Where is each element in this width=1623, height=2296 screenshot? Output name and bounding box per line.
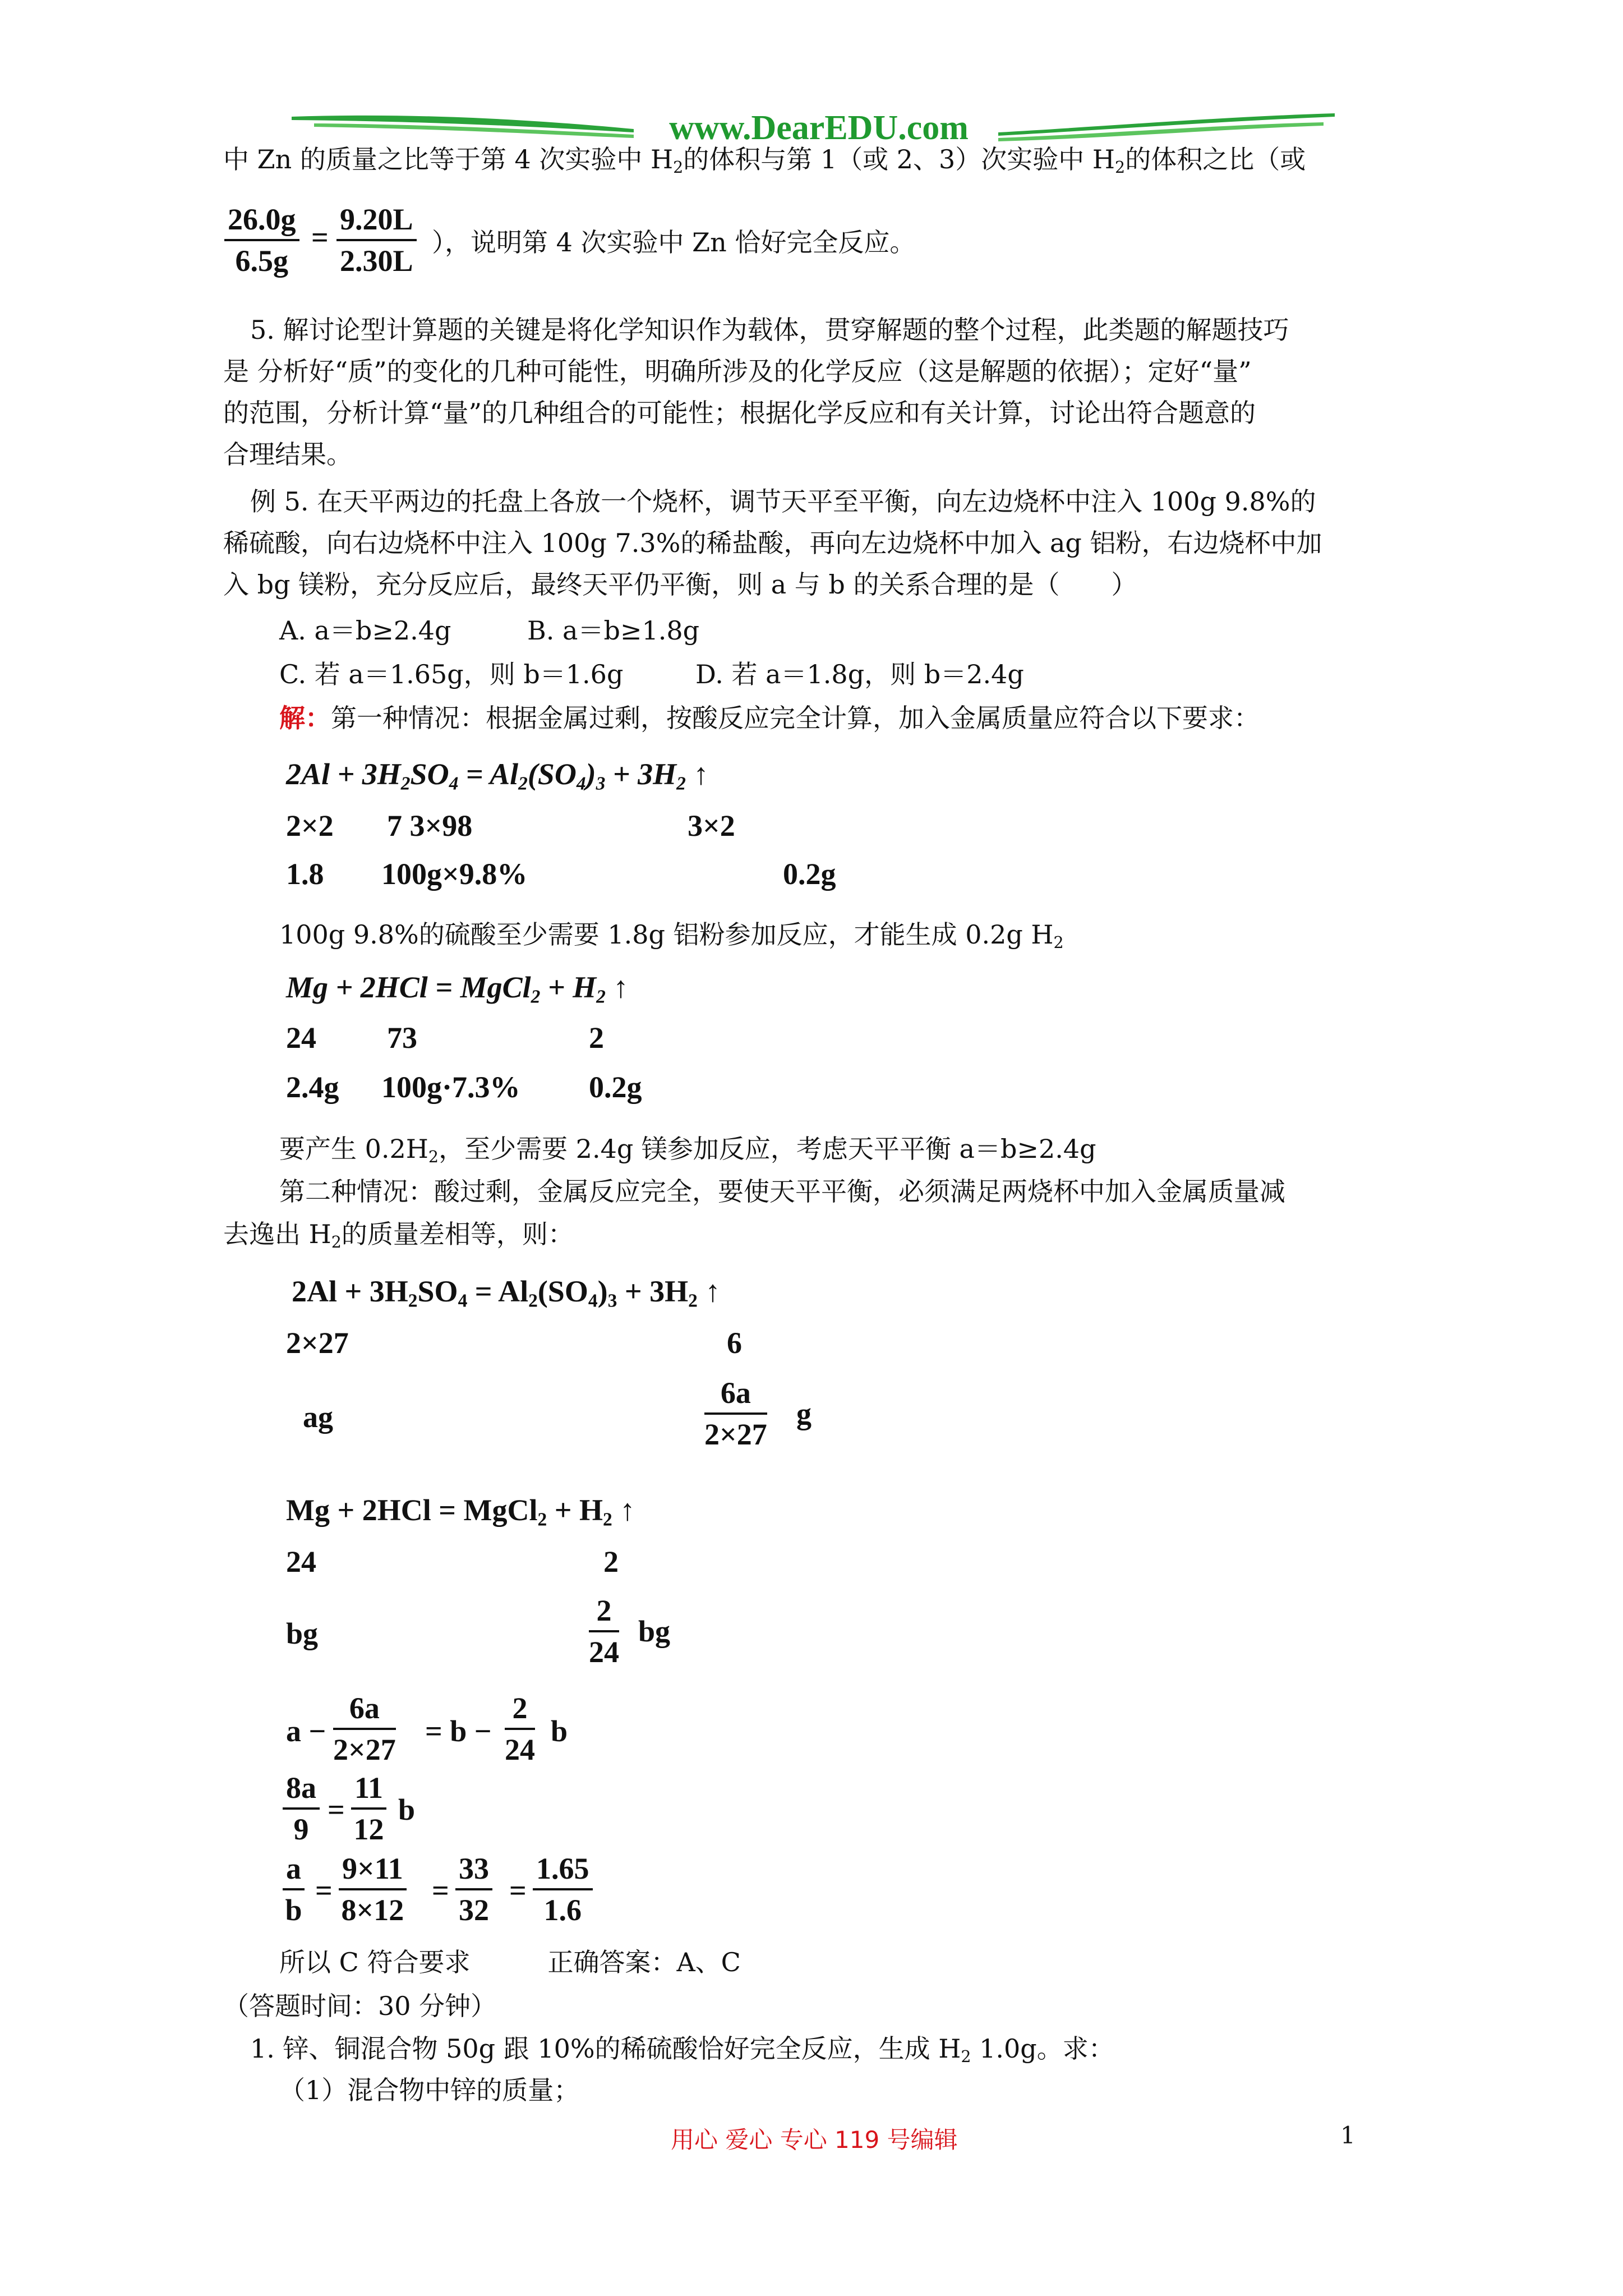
calc2-end: b — [398, 1793, 416, 1826]
eq2-row1-c: 2 — [589, 1021, 604, 1055]
intro-line-2: ），说明第 4 次实验中 Zn 恰好完全反应。 — [432, 227, 916, 257]
eq4-fraction-unit: bg — [638, 1614, 671, 1648]
eq1-row2-a: 1.8 — [286, 857, 324, 891]
calc1-end: b — [551, 1714, 568, 1748]
eq3-fraction: $\frac{6a}{2\times 27}$ — [704, 1376, 767, 1451]
calc1-fraction-1: $\frac{6a}{2\times 27}$ — [333, 1691, 396, 1766]
example5-line-3: 入 bg 镁粉，充分反应后，最终天平仍平衡，则 a 与 b 的关系合理的是（ ） — [223, 569, 1137, 600]
footer-slogan: 用心 爱心 专心 119 号编辑 — [671, 2126, 958, 2154]
eq4-row2-a: bg — [286, 1617, 319, 1650]
calc3-fraction-2: $\frac{9\times 11}{8\times 12}$ — [339, 1851, 407, 1927]
page-number: 1 — [1340, 2122, 1355, 2149]
equation-mg-hcl-2: Mg + 2HCl = MgCl$_2$ + $H_2$ ↑ — [286, 1493, 635, 1530]
exercise-question-1: 1. 锌、铜混合物 50g 跟 10%的稀硫酸恰好完全反应，生成 $H_2$ 1.0g。求： — [250, 2033, 1114, 2066]
eq1-row1-c: 3×2 — [688, 809, 735, 843]
conclusion: 所以 C 符合要求 正确答案：A、C — [279, 1947, 741, 1977]
eq1-row1-a: 2×2 — [286, 809, 334, 843]
option-c: C. 若 a＝1.65g，则 b＝1.6g — [279, 659, 624, 689]
eq4-row1-a: 24 — [286, 1545, 316, 1579]
calc1-mid: = b − — [425, 1714, 492, 1748]
eq4-fraction: $\frac{2}{24}$ — [589, 1594, 619, 1669]
calc3-fraction-3: $\frac{33}{32}$ — [455, 1851, 492, 1927]
calc3-equals-3: = — [509, 1874, 527, 1907]
exercise-question-1-part-1: （1）混合物中锌的质量； — [279, 2075, 580, 2105]
calc3-fraction-4: $\frac{1.65}{1.6}$ — [533, 1851, 593, 1927]
point5-line-4: 合理结果。 — [223, 439, 352, 470]
eq2-row2-b: 100g·7.3% — [381, 1070, 520, 1104]
eq2-row1-a: 24 — [286, 1021, 316, 1055]
equation-mg-hcl-1: Mg + 2HCl = MgCl$_2$ + $H_2$ ↑ — [286, 970, 629, 1007]
calc1-fraction-2: $\frac{2}{24}$ — [505, 1691, 535, 1766]
calc2-fraction-2: $\frac{11}{12}$ — [351, 1770, 386, 1847]
equation-al-h2so4-1: $2Al + 3H_2SO_4 = Al_2(SO_4)_3 + 3H_2$ ↑ — [286, 757, 709, 794]
fraction-volume: $\frac{9.20L}{2.30L}$ — [336, 202, 417, 278]
solution-line-case1: 解：第一种情况：根据金属过剩，按酸反应完全计算，加入金属质量应符合以下要求： — [279, 703, 1260, 733]
calc2-equals: = — [328, 1793, 345, 1826]
case2-line-1: 第二种情况：酸过剩，金属反应完全，要使天平平衡，必须满足两烧杯中加入金属质量减 — [279, 1176, 1285, 1207]
equals-sign: = — [311, 220, 329, 254]
case2-line-2: 去逸出 $H_2$的质量差相等，则： — [223, 1219, 574, 1251]
note-magnesium: 要产生 $0.2H_2$，至少需要 2.4g 镁参加反应，考虑天平平衡 a＝b≥2.4g — [279, 1134, 1096, 1166]
option-d: D. 若 a＝1.8g，则 b＝2.4g — [695, 659, 1024, 689]
eq3-row1-b: 6 — [727, 1326, 742, 1360]
point5-line-3: 的范围，分析计算“量”的几种组合的可能性；根据化学反应和有关计算，讨论出符合题意的 — [223, 398, 1256, 428]
option-a: A. a＝b≥2.4g — [279, 615, 451, 646]
calc3-equals-2: = — [432, 1874, 449, 1907]
calc2-fraction-1: $\frac{8a}{9}$ — [283, 1770, 320, 1847]
site-logo-text: www.DearEDU.com — [669, 109, 969, 147]
eq2-row2-a: 2.4g — [286, 1070, 339, 1104]
eq3-row2-a: ag — [303, 1400, 333, 1434]
example5-line-1: 例 5. 在天平两边的托盘上各放一个烧杯，调节天平至平衡，向左边烧杯中注入 100g 9.8%的 — [250, 486, 1316, 517]
point5-line-2: 是 分析好“质”的变化的几种可能性，明确所涉及的化学反应（这是解题的依据）；定好“量” — [223, 356, 1252, 386]
eq2-row1-b: 73 — [387, 1021, 417, 1055]
eq1-row1-b: 7 3×98 — [387, 809, 473, 843]
fraction-mass: $\frac{26.0g}{6.5g}$ — [224, 202, 299, 278]
option-b: B. a＝b≥1.8g — [527, 615, 700, 646]
equation-al-h2so4-2: $2Al + 3H_2SO_4 = Al_2(SO_4)_3 + 3H_2$ ↑ — [292, 1274, 721, 1312]
intro-line-1: 中 Zn 的质量之比等于第 4 次实验中 $H_2$的体积与第 1（或 2、3）次实验中 $H_2$的体积之比（或 — [223, 144, 1306, 177]
eq3-fraction-unit: g — [796, 1397, 811, 1430]
calc1-a: a − — [286, 1714, 326, 1748]
example5-line-2: 稀硫酸，向右边烧杯中注入 100g 7.3%的稀盐酸，再向左边烧杯中加入 ag 铝粉，右边烧杯中加 — [223, 528, 1322, 558]
eq1-row2-b: 100g×9.8% — [381, 857, 528, 891]
calc3-fraction-ab: $\frac{a}{b}$ — [283, 1851, 305, 1927]
note-sulfuric-acid: 100g 9.8%的硫酸至少需要 1.8g 铝粉参加反应，才能生成 0.2g $H_2$ — [279, 919, 1064, 952]
exercise-time: （答题时间：30 分钟） — [223, 1991, 497, 2021]
solution-label: 解： — [279, 703, 331, 733]
eq4-row1-b: 2 — [603, 1545, 619, 1579]
eq3-row1-a: 2×27 — [286, 1326, 349, 1360]
calc3-equals-1: = — [315, 1874, 333, 1907]
point5-line-1: 5. 解讨论型计算题的关键是将化学知识作为载体，贯穿解题的整个过程，此类题的解题技巧 — [250, 315, 1289, 345]
eq1-row2-c: 0.2g — [783, 857, 836, 891]
eq2-row2-c: 0.2g — [589, 1070, 642, 1104]
